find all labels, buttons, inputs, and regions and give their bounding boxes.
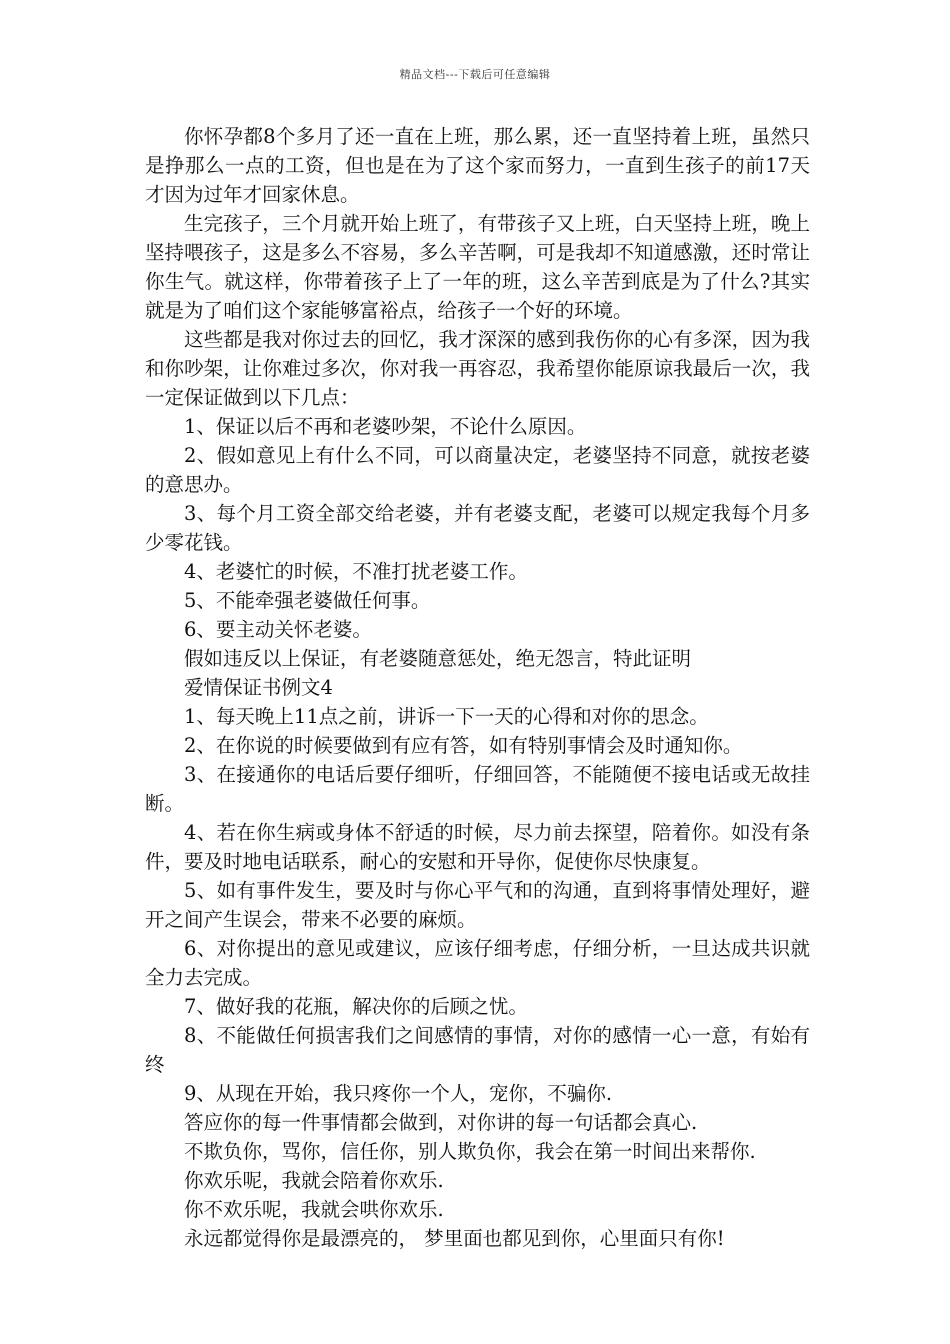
- section-title: 爱情保证书例文4: [184, 676, 333, 699]
- list-item: 5、如有事件发生，要及时与你心平气和的沟通，直到将事情处理好，避开之间产生误会，带来不必要的麻烦。: [145, 879, 810, 931]
- paragraph: 永远都觉得你是最漂亮的， 梦里面也都见到你，心里面只有你!: [184, 1227, 725, 1250]
- paragraph: 生完孩子，三个月就开始上班了，有带孩子又上班，白天坚持上班，晚上坚持喂孩子，这是多么不容易，多么辛苦啊，可是我却不知道感激，还时常让你生气。就这样，你带着孩子上了一年的班，这么辛苦到底是为了什么?其实就是为了咱们这个家能够富裕点，给孩子一个好的环境。: [145, 212, 810, 322]
- list-item: 6、要主动关怀老婆。: [184, 618, 372, 641]
- paragraph: 假如违反以上保证，有老婆随意惩处，绝无怨言，特此证明: [184, 647, 692, 670]
- document-body: [145, 122, 810, 1253]
- paragraph: 这些都是我对你过去的回忆，我才深深的感到我伤你的心有多深，因为我和你吵架，让你难过多次，你对我一再容忍，我希望你能原谅我最后一次，我一定保证做到以下几点：: [145, 328, 810, 409]
- list-item: 3、每个月工资全部交给老婆，并有老婆支配，老婆可以规定我每个月多少零花钱。: [145, 502, 810, 554]
- list-item: 8、不能做任何损害我们之间感情的事情，对你的感情一心一意，有始有终: [145, 1024, 810, 1076]
- list-item: 9、从现在开始，我只疼你一个人，宠你，不骗你.: [184, 1082, 613, 1105]
- paragraph: 你欢乐呢，我就会陪着你欢乐.: [184, 1169, 444, 1192]
- list-item: 5、不能牵强老婆做任何事。: [184, 589, 431, 612]
- paragraph: 不欺负你，骂你，信任你，别人欺负你，我会在第一时间出来帮你.: [184, 1140, 756, 1163]
- paragraph: 你不欢乐呢，我就会哄你欢乐.: [184, 1198, 444, 1221]
- paragraph: 你怀孕都8个多月了还一直在上班，那么累，还一直坚持着上班，虽然只是挣那么一点的工资，但也是在为了这个家而努力，一直到生孩子的前17天才因为过年才回家休息。: [145, 125, 810, 206]
- list-item: 6、对你提出的意见或建议，应该仔细考虑，仔细分析，一旦达成共识就全力去完成。: [145, 937, 810, 989]
- paragraph: 答应你的每一件事情都会做到，对你讲的每一句话都会真心.: [184, 1111, 698, 1134]
- list-item: 3、在接通你的电话后要仔细听，仔细回答，不能随便不接电话或无故挂断。: [145, 763, 810, 815]
- list-item: 1、每天晚上11点之前，讲诉一下一天的心得和对你的思念。: [184, 705, 709, 728]
- list-item: 2、假如意见上有什么不同，可以商量决定，老婆坚持不同意，就按老婆的意思办。: [145, 444, 810, 496]
- list-item: 1、保证以后不再和老婆吵架，不论什么原因。: [184, 415, 587, 438]
- page-header: 精品文档---下载后可任意编辑: [399, 68, 551, 81]
- list-item: 4、老婆忙的时候，不准打扰老婆工作。: [184, 560, 528, 583]
- list-item: 4、若在你生病或身体不舒适的时候，尽力前去探望，陪着你。如没有条件，要及时地电话联系，耐心的安慰和开导你，促使你尽快康复。: [145, 821, 810, 873]
- list-item: 7、做好我的花瓶，解决你的后顾之忧。: [184, 995, 528, 1018]
- list-item: 2、在你说的时候要做到有应有答，如有特别事情会及时通知你。: [184, 734, 743, 757]
